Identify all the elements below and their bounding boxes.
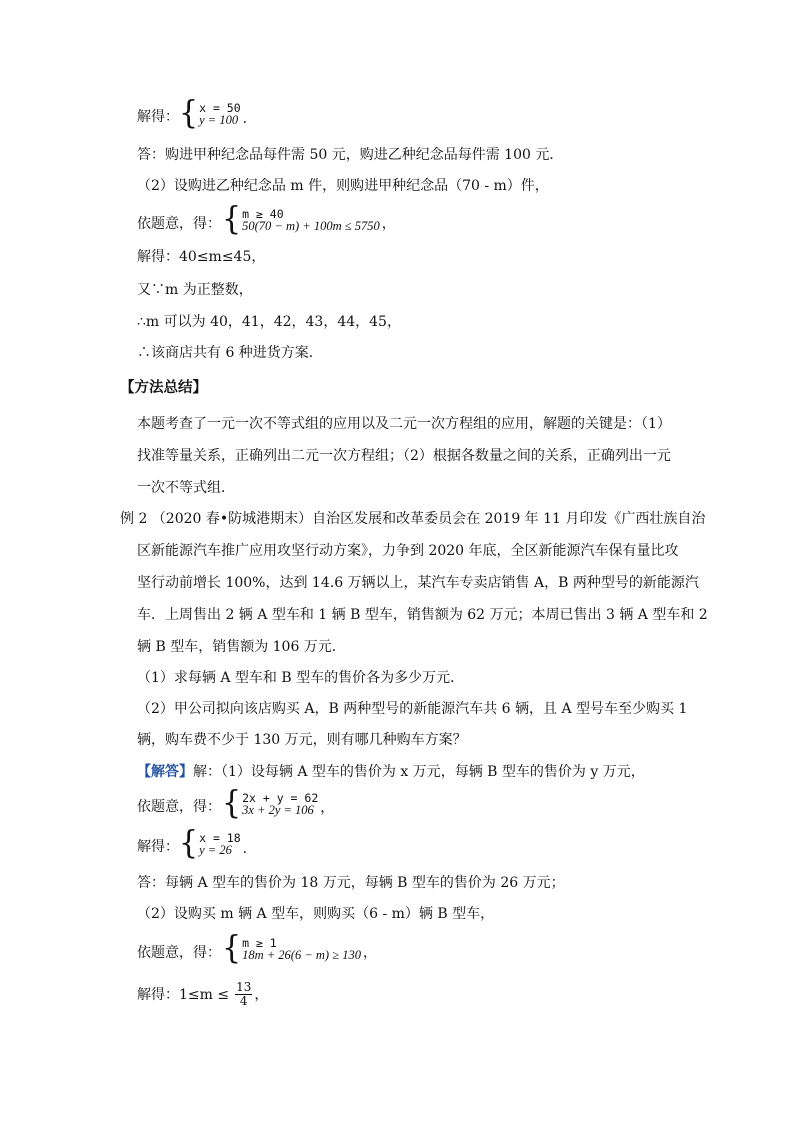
- system-row-top: 2x + y = 62: [242, 791, 319, 805]
- solution-prefix: 解得：: [137, 839, 179, 855]
- summary-paragraph-line-3: 一次不等式组．: [137, 480, 235, 496]
- range-suffix: ，: [254, 986, 269, 1003]
- range-prefix: 解得：1≤m ≤: [137, 986, 230, 1003]
- condition-line-3: [137, 944, 221, 962]
- left-brace: {: [179, 825, 199, 862]
- question-2-line-1: （2）甲公司拟向该店购买 A，B 两种型号的新能源汽车共 6 辆，且 A 型号车至少购买 1: [137, 701, 688, 717]
- system-suffix: ，: [320, 800, 335, 816]
- left-brace: {: [222, 930, 242, 967]
- solution-line-1: [137, 108, 179, 126]
- condition-line-1: [137, 215, 221, 233]
- condition-prefix: 依题意，得：: [137, 799, 221, 815]
- solution-line-2: [137, 838, 179, 856]
- equation-system-1: [179, 95, 248, 132]
- summary-paragraph-line-1: 本题考查了一元一次不等式组的应用以及二元一次方程组的应用，解题的关键是：（1）: [137, 416, 671, 432]
- answer-line-2: 答：每辆 A 型车的售价为 18 万元，每辆 B 型车的售价为 26 万元；: [137, 875, 565, 891]
- system-row-bottom: y = 100: [199, 113, 239, 127]
- method-summary-heading: 【方法总结】: [120, 380, 207, 396]
- system-row-bottom: y = 26: [199, 843, 232, 857]
- system-row-top: x = 18: [199, 831, 241, 845]
- question-1: （1）求每辆 A 型车和 B 型车的售价各为多少万元．: [137, 670, 465, 686]
- solution-range-2: [137, 981, 268, 1008]
- summary-paragraph-line-2: 找准等量关系，正确列出二元一次方程组；（2）根据各数量之间的关系，正确列出一元: [137, 448, 671, 464]
- system-suffix: ，: [362, 945, 377, 961]
- question-2-line-2: 辆，购车费不少于 130 万元，则有哪几种购车方案？: [137, 732, 467, 748]
- solution-range-1: 解得：40≤m≤45，: [137, 249, 266, 265]
- example2-line-2: 区新能源汽车推广应用攻坚行动方案》，力争到 2020 年底，全区新能源汽车保有量比攻: [137, 543, 679, 559]
- fraction: [235, 981, 252, 1008]
- fraction-numerator: 13: [236, 980, 252, 994]
- integer-condition: 又∵m 为正整数，: [137, 282, 253, 298]
- system-row-top: m ≥ 40: [242, 207, 284, 221]
- condition-prefix: 依题意，得：: [137, 216, 221, 232]
- inequality-system-1: [222, 201, 396, 238]
- condition-line-2: [137, 798, 221, 816]
- condition-prefix: 依题意，得：: [137, 945, 221, 961]
- example2-line-5: 辆 B 型车，销售额为 106 万元．: [137, 639, 346, 655]
- fraction-denominator: 4: [239, 994, 248, 1008]
- answer-intro: [137, 763, 645, 781]
- system-suffix: ，: [381, 216, 396, 232]
- answer-line-1: 答：购进甲种纪念品每件需 50 元，购进乙种纪念品每件需 100 元．: [137, 147, 564, 163]
- solution-prefix: 解得：: [137, 109, 179, 125]
- system-row-bottom: 50(70 − m) + 100m ≤ 5750: [242, 219, 380, 233]
- system-row-top: x = 50: [199, 101, 241, 115]
- equation-system-3: [179, 825, 248, 862]
- inequality-system-2: [222, 930, 377, 967]
- system-row-bottom: 18m + 26(6 − m) ≥ 130: [242, 948, 361, 962]
- possible-values: ∴m 可以为 40，41，42，43，44，45，: [137, 314, 401, 330]
- part2-setup: （2）设购进乙种纪念品 m 件，则购进甲种纪念品（70 - m）件，: [137, 178, 549, 194]
- system-row-bottom: 3x + 2y = 106: [242, 803, 314, 817]
- equation-system-2: [222, 785, 335, 822]
- answer-tag: 【解答】: [137, 764, 193, 780]
- example2-line-4: 车．上周售出 2 辆 A 型车和 1 辆 B 型车，销售额为 62 万元；本周已售出 3 辆 A 型车和 2: [137, 607, 708, 623]
- example2-line-1: 例 2 （2020 春•防城港期末）自治区发展和改革委员会在 2019 年 11 月印发《广西壮族自治: [120, 511, 706, 527]
- answer-setup-text: 解：（1）设每辆 A 型车的售价为 x 万元，每辆 B 型车的售价为 y 万元，: [193, 764, 645, 780]
- example2-line-3: 坚行动前增长 100%，达到 14.6 万辆以上，某汽车专卖店销售 A，B 两种型号的新能源汽: [137, 575, 699, 591]
- system-suffix: .: [242, 841, 248, 857]
- part2-setup-2: （2）设购买 m 辆 A 型车，则购买（6 - m）辆 B 型车，: [137, 906, 495, 922]
- left-brace: {: [222, 785, 242, 822]
- system-suffix: .: [242, 111, 248, 127]
- left-brace: {: [179, 95, 199, 132]
- conclusion-line: ∴该商店共有 6 种进货方案．: [137, 345, 323, 361]
- left-brace: {: [222, 201, 242, 238]
- system-row-top: m ≥ 1: [242, 936, 277, 950]
